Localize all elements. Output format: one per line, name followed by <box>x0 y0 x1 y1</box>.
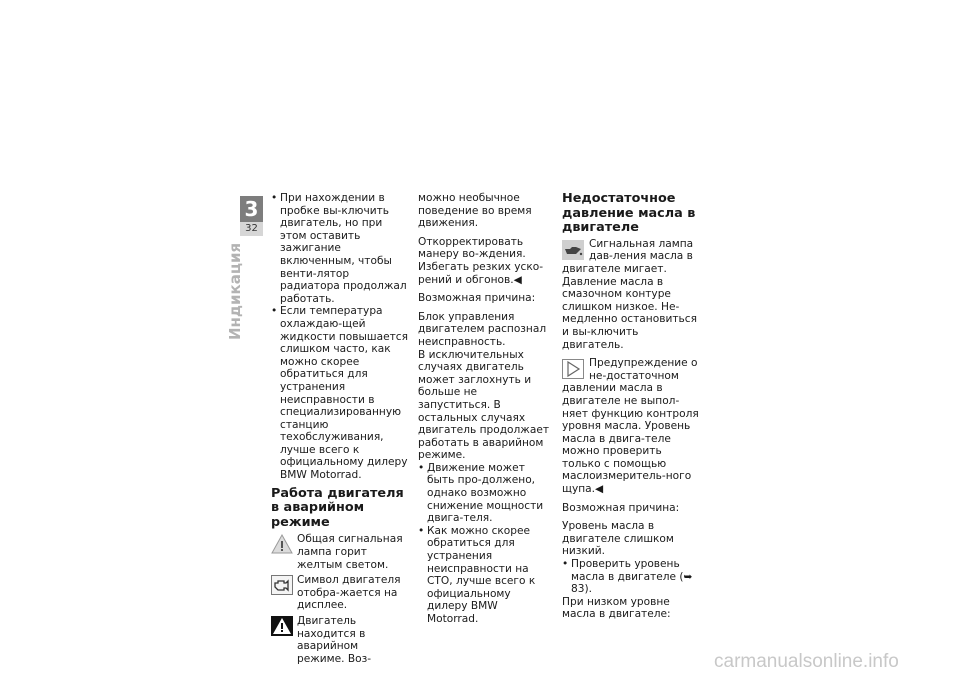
list-item: • Движение может быть про-должено, однако возможно снижение мощности двига-теля. <box>418 462 552 525</box>
cause-label: Возможная причина: <box>418 292 536 305</box>
list-item: • Проверить уровень масла в двигателе (➥ 83). <box>562 558 702 596</box>
watermark: carmanualsonline.info <box>714 651 899 672</box>
section-heading-oil-pressure: Недостаточное давление масла в двигателе <box>562 191 696 236</box>
column-3 <box>562 192 702 621</box>
chapter-number: 3 <box>240 196 263 222</box>
paragraph: Давление масла в смазочном контуре слишком низкое. Не-медленно остановиться и вы-ключить двигатель. <box>562 275 697 351</box>
engine-symbol-row <box>271 574 409 612</box>
traffic-tips-list <box>271 192 409 482</box>
oil-warning-text: Предупреждение о не-достаточном давлении масла в двигателе не выпол-няет функцию контроля уровня масла. Уровень масла в двига-теле можно проверить только с помощью маслоизмеритель-ного щупа.◀ <box>562 357 699 496</box>
column-1 <box>271 192 409 665</box>
oil-lamp-text: Сигнальная лампа дав-ления масла в двигателе мигает. <box>562 237 694 275</box>
engine-symbol-text: Символ двигателя отобра-жается на дисплее. <box>297 574 401 612</box>
general-warning-row <box>271 533 409 571</box>
action-list <box>418 462 552 626</box>
list-item: • При нахождении в пробке вы-ключить двигатель, но при этом оставить зажигание включенным, чтобы венти-лятор радиатора продолжал работать. <box>271 192 409 305</box>
general-warning-text: Общая сигнальная лампа горит желтым светом. <box>297 533 403 571</box>
danger-triangle-icon <box>271 616 293 636</box>
emergency-mode-text: Двигатель находится в аварийном режиме. Воз- <box>297 615 372 665</box>
oil-can-icon <box>562 240 584 260</box>
paragraph: можно необычное поведение во время движения. <box>418 192 532 230</box>
paragraph: Откорректировать манеру во-ждения. Избегать резких уско-рений и обгонов.◀ <box>418 235 544 286</box>
warning-triangle-icon <box>271 534 293 554</box>
engine-icon <box>271 575 293 595</box>
chapter-label: Индикация <box>226 242 244 340</box>
oil-check-list <box>562 558 702 596</box>
note-triangle-icon <box>562 359 584 379</box>
column-2 <box>418 192 552 626</box>
oil-lamp-block <box>562 238 702 276</box>
oil-warning-block <box>562 357 702 496</box>
list-item: • Если температура охлаждаю-щей жидкости повышается слишком часто, как можно скорее обратиться для устранения неисправности в специализированную станцию техобслуживания, лучше всего к официальному дилеру BMW Motorrad. <box>271 305 409 481</box>
paragraph: В исключительных случаях двигатель может заглохнуть и больше не запуститься. В остальных случаях двигатель продолжает работать в аварийном режиме. <box>418 348 550 462</box>
list-item: • Как можно скорее обратиться для устранения неисправности на СТО, лучше всего к официальному дилеру BMW Motorrad. <box>418 525 552 626</box>
paragraph: Блок управления двигателем распознал неисправность. <box>418 310 547 348</box>
cause-label: Возможная причина: <box>562 501 680 514</box>
paragraph: При низком уровне масла в двигателе: <box>562 595 671 621</box>
chapter-tab <box>240 196 263 236</box>
page-number: 32 <box>240 222 263 236</box>
paragraph: Уровень масла в двигателе слишком низкий. <box>562 520 674 558</box>
section-heading-emergency-mode: Работа двигателя в аварийном режиме <box>271 485 404 530</box>
emergency-mode-row <box>271 615 409 665</box>
